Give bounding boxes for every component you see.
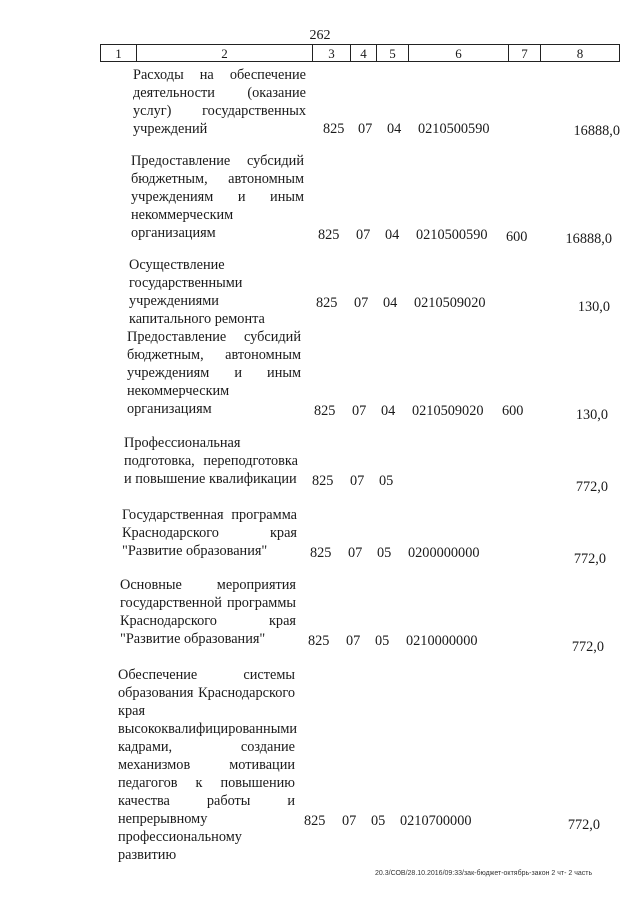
row-rz: 07 <box>356 227 371 243</box>
row-name: Государственная программа Краснодарского края "Развитие образования" <box>122 507 297 559</box>
row-csr: 0210700000 <box>400 813 472 829</box>
row-pr: 04 <box>381 403 396 419</box>
row-rz: 07 <box>358 121 373 137</box>
page-number: 262 <box>309 28 331 43</box>
row-sum: 130,0 <box>577 299 610 315</box>
row-csr: 0210509020 <box>414 295 486 311</box>
row-rz: 07 <box>350 473 365 489</box>
row-ved: 825 <box>310 545 332 561</box>
row-pr: 04 <box>383 295 398 311</box>
row-pr: 05 <box>371 813 386 829</box>
row-sum: 772,0 <box>573 551 606 567</box>
footer-stamp: 20.3/СОВ/28.10.2016/09:33/зак-бюджет-октябрь-закон 2 чт- 2 часть <box>375 870 593 877</box>
row-name: Осуществление государственными учреждениями капитального ремонта <box>129 257 265 327</box>
row-pr: 05 <box>377 545 392 561</box>
row-name: Предоставление субсидий бюджетным, автономным учреждениям и иным некоммерческим организациям <box>131 153 304 241</box>
column-header-1: 1 <box>100 44 136 62</box>
row-name: Предоставление субсидий бюджетным, автономным учреждениям и иным некоммерческим организациям <box>127 329 301 417</box>
row-sum: 772,0 <box>567 817 600 833</box>
row-rz: 07 <box>352 403 367 419</box>
column-header-5: 5 <box>376 44 408 62</box>
row-ved: 825 <box>316 295 338 311</box>
row-csr: 0210500590 <box>418 121 490 137</box>
row-ved: 825 <box>314 403 336 419</box>
row-rz: 07 <box>346 633 361 649</box>
row-ved: 825 <box>323 121 345 137</box>
row-ved: 825 <box>308 633 330 649</box>
row-pr: 04 <box>387 121 402 137</box>
row-ved: 825 <box>304 813 326 829</box>
row-vr: 600 <box>506 229 528 245</box>
row-sum: 16888,0 <box>565 231 612 247</box>
row-sum: 772,0 <box>575 479 608 495</box>
row-name: Профессиональная подготовка, переподготовка и повышение квалификации <box>124 435 298 487</box>
row-rz: 07 <box>342 813 357 829</box>
row-name: Основные мероприятия государственной программы Краснодарского края "Развитие образования" <box>120 577 296 647</box>
row-name: Обеспечение системы образования Краснодарского края высококвалифицированными кадрами, создание механизмов мотивации педагогов к повышению качества работы и непрерывному профессиональному развитию <box>118 667 298 863</box>
row-pr: 05 <box>375 633 390 649</box>
row-sum: 130,0 <box>575 407 608 423</box>
row-name: Расходы на обеспечение деятельности (оказание услуг) государственных учреждений <box>133 67 306 137</box>
row-ved: 825 <box>318 227 340 243</box>
row-pr: 04 <box>385 227 400 243</box>
column-header-6: 6 <box>408 44 508 62</box>
row-csr: 0210509020 <box>412 403 484 419</box>
column-header-row <box>100 44 620 64</box>
row-rz: 07 <box>348 545 363 561</box>
row-vr: 600 <box>502 403 524 419</box>
row-csr: 0200000000 <box>408 545 480 561</box>
row-sum: 772,0 <box>571 639 604 655</box>
column-header-4: 4 <box>350 44 376 62</box>
row-csr: 0210500590 <box>416 227 488 243</box>
row-pr: 05 <box>379 473 394 489</box>
row-sum: 16888,0 <box>573 123 620 139</box>
row-rz: 07 <box>354 295 369 311</box>
column-header-2: 2 <box>136 44 312 62</box>
column-header-7: 7 <box>508 44 540 62</box>
column-header-8: 8 <box>540 44 620 62</box>
row-csr: 0210000000 <box>406 633 478 649</box>
row-ved: 825 <box>312 473 334 489</box>
column-header-3: 3 <box>312 44 350 62</box>
